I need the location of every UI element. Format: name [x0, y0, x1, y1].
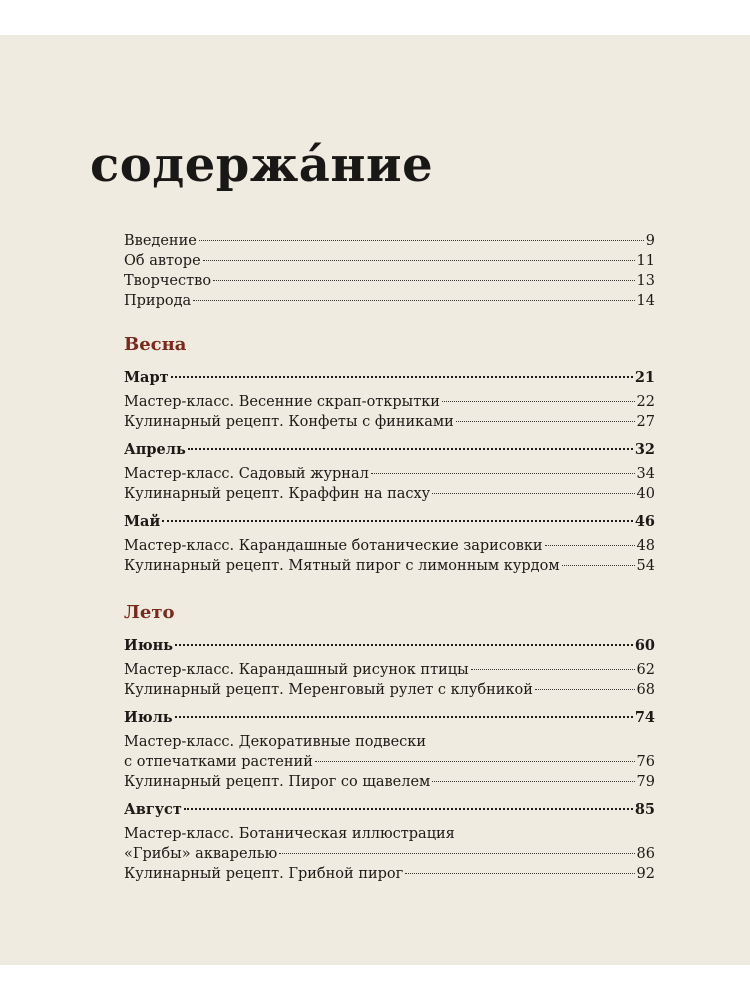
- page-number: 46: [634, 513, 655, 530]
- page-number: 40: [636, 486, 655, 502]
- page-number: 21: [634, 369, 655, 386]
- toc-entry-label: Об авторе: [124, 253, 201, 269]
- toc-entry-label: Май: [124, 513, 161, 530]
- toc-entry-label: Март: [124, 369, 169, 386]
- month-entry[interactable]: [124, 800, 655, 820]
- section-heading[interactable]: Весна: [124, 334, 187, 355]
- page-number: 60: [634, 637, 655, 654]
- toc-entry[interactable]: [124, 752, 655, 772]
- dot-leader: [184, 808, 633, 810]
- page-number: 14: [636, 293, 655, 309]
- page-number: 79: [636, 774, 655, 790]
- page-number: 86: [636, 846, 655, 862]
- toc-entry-label: Мастер-класс. Карандашные ботанические зарисовки: [124, 538, 543, 554]
- toc-entry-label: Введение: [124, 233, 197, 249]
- toc-entry[interactable]: [124, 660, 655, 680]
- month-entry[interactable]: [124, 512, 655, 532]
- toc-entry[interactable]: [124, 464, 655, 484]
- dot-leader: [432, 781, 634, 782]
- month-entry[interactable]: [124, 368, 655, 388]
- toc-entry-label: Кулинарный рецепт. Грибной пирог: [124, 866, 404, 882]
- page-number: 62: [636, 662, 655, 678]
- table-of-contents: [124, 231, 655, 884]
- page-number: 22: [636, 394, 655, 410]
- dot-leader: [456, 421, 635, 422]
- toc-entry-intro[interactable]: [124, 251, 655, 271]
- toc-entry-label: Кулинарный рецепт. Конфеты с финиками: [124, 414, 454, 430]
- page-number: 32: [634, 441, 655, 458]
- toc-entry-label: Мастер-класс. Весенние скрап-открытки: [124, 394, 440, 410]
- section-heading[interactable]: Лето: [124, 602, 175, 623]
- toc-entry[interactable]: [124, 412, 655, 432]
- dot-leader: [315, 761, 635, 762]
- toc-entry[interactable]: [124, 844, 655, 864]
- dot-leader: [535, 689, 635, 690]
- dot-leader: [405, 873, 634, 874]
- dot-leader: [562, 565, 635, 566]
- dot-leader: [175, 716, 633, 718]
- dot-leader: [213, 280, 634, 281]
- dot-leader: [171, 376, 633, 378]
- dot-leader: [442, 401, 635, 402]
- dot-leader: [175, 644, 633, 646]
- toc-entry-label: Кулинарный рецепт. Пирог со щавелем: [124, 774, 431, 790]
- toc-entry[interactable]: [124, 392, 655, 412]
- toc-entry-intro[interactable]: [124, 231, 655, 251]
- toc-entry-label: «Грибы» акварелью: [124, 846, 278, 862]
- toc-entry-label: Творчество: [124, 273, 212, 289]
- dot-leader: [162, 520, 633, 522]
- toc-entry-label: Мастер-класс. Карандашный рисунок птицы: [124, 662, 469, 678]
- toc-entry[interactable]: [124, 864, 655, 884]
- page-title: содержáние: [90, 137, 434, 193]
- toc-entry-label: Кулинарный рецепт. Мятный пирог с лимонным курдом: [124, 558, 560, 574]
- page-number: 85: [634, 801, 655, 818]
- page-number: 48: [636, 538, 655, 554]
- toc-entry-label: Апрель: [124, 441, 186, 458]
- toc-entry-label: Июнь: [124, 637, 174, 654]
- toc-entry-label: Мастер-класс. Садовый журнал: [124, 466, 369, 482]
- month-entry[interactable]: [124, 440, 655, 460]
- toc-entry-label: Природа: [124, 293, 192, 309]
- dot-leader: [545, 545, 635, 546]
- toc-entry-label: с отпечатками растений: [124, 754, 313, 770]
- page-number: 74: [634, 709, 655, 726]
- toc-entry[interactable]: [124, 772, 655, 792]
- page-number: 76: [636, 754, 655, 770]
- toc-entry-line[interactable]: [124, 732, 655, 752]
- dot-leader: [199, 240, 644, 241]
- toc-entry-label: Мастер-класс. Декоративные подвески: [124, 734, 427, 750]
- month-entry[interactable]: [124, 636, 655, 656]
- dot-leader: [279, 853, 634, 854]
- dot-leader: [193, 300, 634, 301]
- toc-entry-label: Мастер-класс. Ботаническая иллюстрация: [124, 826, 455, 842]
- dot-leader: [203, 260, 635, 261]
- toc-entry[interactable]: [124, 536, 655, 556]
- page-number: 13: [636, 273, 655, 289]
- toc-entry-label: Июль: [124, 709, 173, 726]
- toc-entry[interactable]: [124, 680, 655, 700]
- toc-entry-label: Кулинарный рецепт. Меренговый рулет с клубникой: [124, 682, 533, 698]
- dot-leader: [371, 473, 635, 474]
- dot-leader: [471, 669, 635, 670]
- page-number: 68: [636, 682, 655, 698]
- dot-leader: [188, 448, 633, 450]
- toc-entry[interactable]: [124, 484, 655, 504]
- toc-entry-label: Август: [124, 801, 182, 818]
- page-number: 92: [636, 866, 655, 882]
- page-number: 34: [636, 466, 655, 482]
- toc-entry-intro[interactable]: [124, 271, 655, 291]
- toc-entry-intro[interactable]: [124, 291, 655, 311]
- page-number: 11: [636, 253, 655, 269]
- toc-entry[interactable]: [124, 556, 655, 576]
- page-number: 54: [636, 558, 655, 574]
- toc-entry-label: Кулинарный рецепт. Краффин на пасху: [124, 486, 431, 502]
- dot-leader: [432, 493, 634, 494]
- month-entry[interactable]: [124, 708, 655, 728]
- page-number: 27: [636, 414, 655, 430]
- toc-entry-line[interactable]: [124, 824, 655, 844]
- page-number: 9: [645, 233, 655, 249]
- book-page: [0, 35, 750, 965]
